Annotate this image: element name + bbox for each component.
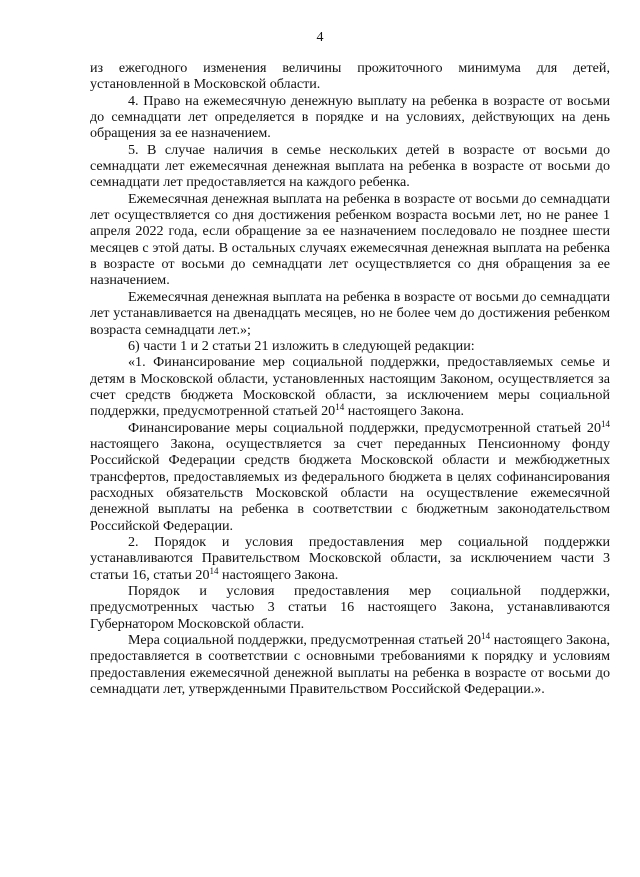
paragraph-text: Ежемесячная денежная выплата на ребенка в возрасте от восьми до семнадцати лет осуществляется со дня достижения ребенком возраста восьми лет, но не ранее 1 апреля 2022 года, если обращение за ее назначением последовало не позднее шести месяцев с этой даты. В остальных случаях ежемесячная денежная выплата на ребенка в возрасте от восьми до семнадцати лет осуществляется со дня обращения за ее назначением.	[90, 190, 610, 289]
paragraph	[90, 93, 610, 142]
paragraph-text: 4. Право на ежемесячную денежную выплату на ребенка в возрасте от восьми до семнадцати лет определяется в порядке и на условиях, действующих на день обращения за ее назначением.	[90, 92, 610, 142]
paragraph	[90, 142, 610, 191]
superscript-number: 14	[335, 402, 345, 413]
paragraph	[90, 289, 610, 338]
paragraph-text: настоящего Закона.	[344, 403, 464, 420]
paragraph	[90, 420, 610, 534]
document-body	[90, 60, 610, 697]
superscript-number: 14	[601, 418, 610, 429]
paragraph	[90, 583, 610, 632]
paragraph-text: 6) части 1 и 2 статьи 21 изложить в следующей редакции:	[128, 337, 475, 354]
paragraph	[90, 354, 610, 419]
paragraph	[90, 632, 610, 697]
paragraph-text: настоящего Закона.	[218, 566, 339, 583]
paragraph	[90, 60, 610, 93]
paragraph	[90, 191, 610, 289]
superscript-number: 14	[481, 631, 491, 642]
paragraph-text: «1. Финансирование мер социальной поддержки, предоставляемых семье и детям в Московской области, установленных настоящим Законом, осуществляется за счет средств бюджета Московской области, за исключением меры социальной поддержки, предусмотренной статьей 20	[90, 354, 610, 420]
paragraph-text: настоящего Закона, осуществляется за счет переданных Пенсионному фонду Российской Федерации средств бюджета Московской области и межбюджетных трансфертов, предоставляемых из федерального бюджета в целях софинансирования расходных обязательств Московской области на осуществление ежемесячной денежной выплаты на ребенка в соответствии с бюджетным законодательством Российской Федерации.	[90, 435, 610, 534]
paragraph	[90, 534, 610, 583]
paragraph-text: 5. В случае наличия в семье нескольких детей в возрасте от восьми до семнадцати лет ежемесячная денежная выплата на ребенка в возрасте от восьми до семнадцати лет предоставляется на каждого ребенка.	[90, 141, 610, 191]
paragraph-text: Порядок и условия предоставления мер социальной поддержки, предусмотренных частью 3 статьи 16 настоящего Закона, устанавливаются Губернатором Московской области.	[90, 583, 610, 632]
paragraph-text: настоящего Закона, предоставляется в соответствии с основными требованиями к порядку и условиям предоставления ежемесячной денежной выплаты на ребенка в возрасте от восьми до семнадцати лет, утвержденными Правительством Российской Федерации.».	[90, 632, 610, 698]
paragraph-text: 2. Порядок и условия предоставления мер социальной поддержки устанавливаются Правительством Московской области, за исключением части 3 статьи 16, статьи 20	[90, 533, 610, 583]
paragraph-text: Ежемесячная денежная выплата на ребенка в возрасте от восьми до семнадцати лет устанавливается на двенадцать месяцев, но не более чем до достижения ребенком возраста семнадцати лет.»;	[90, 288, 610, 338]
superscript-number: 14	[209, 565, 219, 576]
paragraph	[90, 338, 610, 354]
paragraph-text: Финансирование меры социальной поддержки, предусмотренной статьей 20	[128, 419, 601, 436]
paragraph-text: Мера социальной поддержки, предусмотренная статьей 20	[128, 632, 482, 649]
paragraph-text: из ежегодного изменения величины прожиточного минимума для детей, установленной в Московской области.	[90, 60, 610, 93]
page-number: 4	[316, 30, 324, 45]
